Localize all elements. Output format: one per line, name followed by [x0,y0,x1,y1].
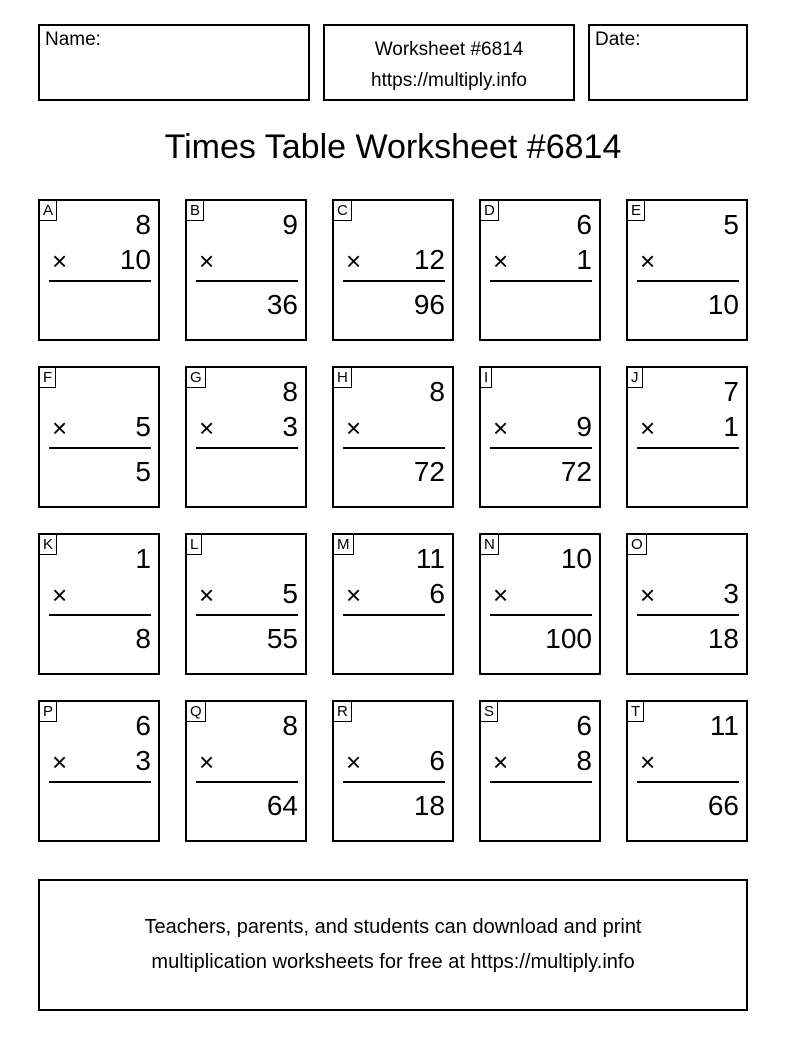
problem-letter: P [40,702,57,722]
multiplicand: 10 [560,543,592,574]
footer-line-1: Teachers, parents, and students can download and print [144,916,642,938]
multiplier: 3 [723,578,739,609]
multiplicand: 11 [709,710,739,741]
multiplicand: 11 [415,543,445,574]
product: 66 [707,790,739,821]
times-sign: × [493,580,509,610]
problem-letter: B [187,201,204,221]
multiplicand: 8 [135,209,151,240]
problem-card [38,366,160,508]
multiplicand: 8 [429,376,445,407]
answer-line [490,614,592,616]
problem-letter: G [187,368,206,388]
multiplicand: 7 [723,376,739,407]
problem-card [332,700,454,842]
problem-letter: M [334,535,354,555]
date-label: Date: [595,29,641,50]
answer-line [196,447,298,449]
product: 18 [707,623,739,654]
times-sign: × [640,580,656,610]
answer-line [343,447,445,449]
product: 55 [266,623,298,654]
worksheet-number: Worksheet #6814 [374,39,524,60]
problem-letter: S [481,702,498,722]
times-sign: × [199,747,215,777]
times-sign: × [52,747,68,777]
problem-letter: D [481,201,499,221]
problem-card [479,700,601,842]
multiplicand: 8 [282,376,298,407]
problem-card [626,366,748,508]
multiplier: 6 [429,578,445,609]
times-sign: × [346,413,362,443]
problem-letter: N [481,535,499,555]
problem-card [185,199,307,341]
product: 64 [266,790,298,821]
multiplicand: 5 [723,209,739,240]
product: 72 [560,456,592,487]
problem-card [38,199,160,341]
answer-line [49,614,151,616]
name-field-box [38,24,310,101]
footer-line-2: multiplication worksheets for free at https://multiply.info [151,951,635,973]
multiplicand: 9 [282,209,298,240]
multiplicand: 6 [576,710,592,741]
problem-card [185,366,307,508]
multiplier: 5 [135,411,151,442]
problem-card [38,533,160,675]
answer-line [196,614,298,616]
times-sign: × [493,747,509,777]
problem-letter: O [628,535,647,555]
problem-card [626,533,748,675]
problem-card [332,533,454,675]
answer-line [343,614,445,616]
date-field-box [588,24,748,101]
answer-line [490,280,592,282]
multiplier: 3 [135,745,151,776]
multiplier: 10 [119,244,151,275]
answer-line [490,447,592,449]
times-sign: × [493,413,509,443]
answer-line [637,614,739,616]
footer-note [38,879,748,1011]
problem-card [626,700,748,842]
problem-letter: C [334,201,352,221]
problem-letter: R [334,702,352,722]
answer-line [343,280,445,282]
answer-line [196,280,298,282]
product: 5 [135,456,151,487]
page-title: Times Table Worksheet #6814 [164,128,622,166]
times-sign: × [640,747,656,777]
answer-line [490,781,592,783]
multiplicand: 6 [135,710,151,741]
product: 8 [135,623,151,654]
times-sign: × [52,413,68,443]
times-sign: × [52,246,68,276]
times-sign: × [199,413,215,443]
times-sign: × [346,747,362,777]
times-sign: × [640,246,656,276]
problem-letter: E [628,201,645,221]
answer-line [637,781,739,783]
multiplier: 9 [576,411,592,442]
problem-card [479,199,601,341]
multiplicand: 6 [576,209,592,240]
problem-letter: L [187,535,202,555]
problem-card [479,366,601,508]
answer-line [196,781,298,783]
problem-card [332,366,454,508]
product: 100 [545,623,592,654]
multiplier: 5 [282,578,298,609]
problem-letter: I [481,368,492,388]
problem-letter: H [334,368,352,388]
multiplicand: 8 [282,710,298,741]
problem-letter: A [40,201,57,221]
worksheet-id-box [323,24,575,101]
times-sign: × [346,246,362,276]
answer-line [637,280,739,282]
problem-letter: K [40,535,57,555]
times-sign: × [493,246,509,276]
worksheet-url: https://multiply.info [371,70,527,91]
product: 72 [413,456,445,487]
problem-letter: J [628,368,643,388]
times-sign: × [199,246,215,276]
name-label: Name: [45,29,101,50]
answer-line [343,781,445,783]
product: 10 [707,289,739,320]
product: 18 [413,790,445,821]
problem-card [332,199,454,341]
product: 36 [266,289,298,320]
problem-card [479,533,601,675]
problem-card [38,700,160,842]
answer-line [637,447,739,449]
problem-card [626,199,748,341]
multiplier: 12 [413,244,445,275]
multiplier: 1 [723,411,739,442]
problem-card [185,700,307,842]
product: 96 [413,289,445,320]
multiplier: 3 [282,411,298,442]
multiplier: 6 [429,745,445,776]
problem-letter: F [40,368,56,388]
times-sign: × [199,580,215,610]
problem-letter: Q [187,702,206,722]
answer-line [49,781,151,783]
problem-card [185,533,307,675]
answer-line [49,280,151,282]
multiplier: 8 [576,745,592,776]
answer-line [49,447,151,449]
times-sign: × [640,413,656,443]
problem-letter: T [628,702,644,722]
multiplier: 1 [576,244,592,275]
times-sign: × [346,580,362,610]
times-sign: × [52,580,68,610]
multiplicand: 1 [135,543,151,574]
